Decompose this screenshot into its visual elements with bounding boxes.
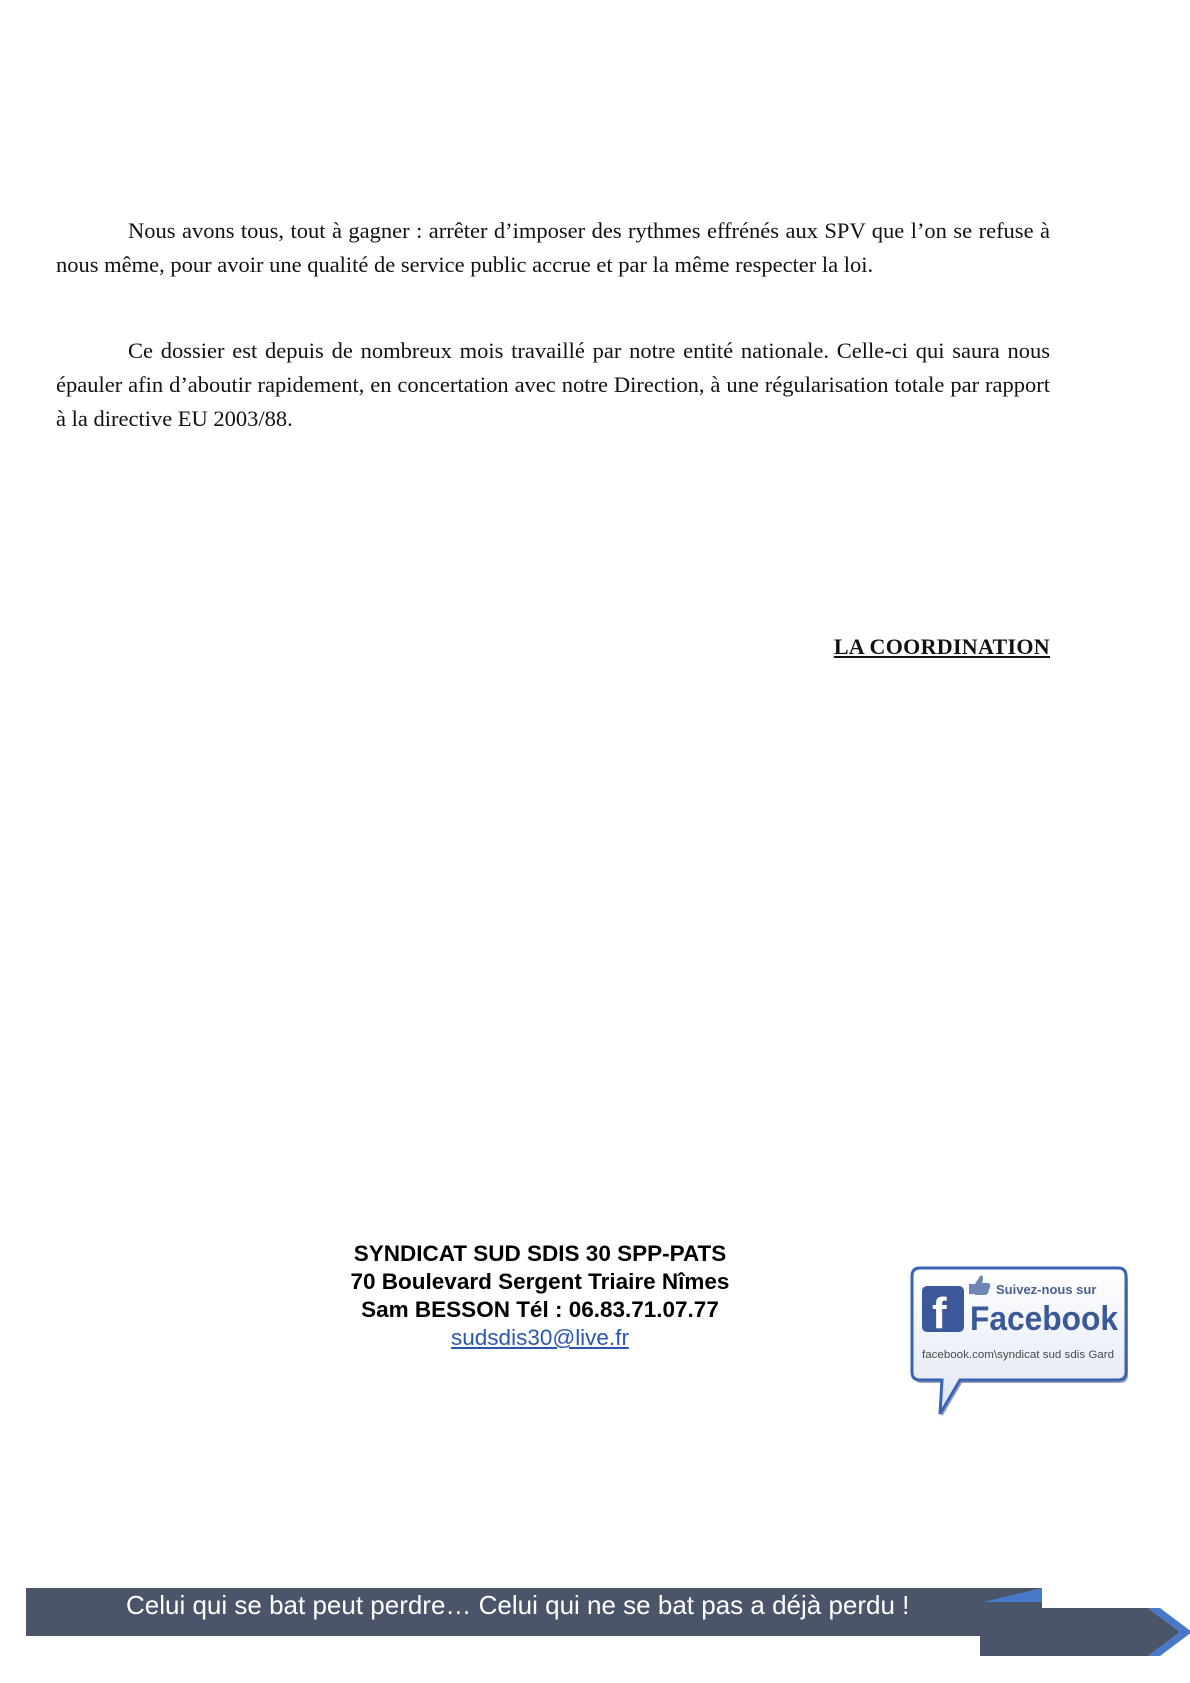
facebook-follow-text: Suivez-nous sur <box>996 1282 1097 1297</box>
footer-slogan: Celui qui se bat peut perdre… Celui qui ne se bat pas a déjà perdu ! <box>126 1590 910 1620</box>
facebook-follow-badge[interactable] <box>908 1264 1130 1424</box>
contact-address: 70 Boulevard Sergent Triaire Nîmes <box>350 1269 730 1294</box>
contact-block <box>240 1240 840 1352</box>
contact-union-name: SYNDICAT SUD SDIS 30 SPP-PATS <box>353 1241 727 1266</box>
contact-phone: Sam BESSON Tél : 06.83.71.07.77 <box>361 1297 719 1322</box>
facebook-url-text: facebook.com\syndicat sud sdis Gard <box>922 1349 1114 1361</box>
contact-email-link[interactable]: sudsdis30@live.fr <box>451 1325 629 1350</box>
signature-la-coordination: LA COORDINATION <box>833 634 1050 659</box>
facebook-f-icon <box>922 1286 964 1338</box>
facebook-brand-text: Facebook <box>970 1300 1119 1338</box>
body-paragraph-2: Ce dossier est depuis de nombreux mois travaillé par notre entité nationale. Celle-ci qui saura nous épauler afin d’aboutir rapidement, en concertation avec notre Direction, à une régularisation totale par rapport à la directive EU 2003/88. <box>56 338 1050 431</box>
svg-text:f: f <box>932 1289 947 1338</box>
body-paragraph-1: Nous avons tous, tout à gagner : arrêter d’imposer des rythmes effrénés aux SPV que l’on se refuse à nous même, pour avoir une qualité de service public accrue et par la même respecter la loi. <box>56 218 1050 277</box>
